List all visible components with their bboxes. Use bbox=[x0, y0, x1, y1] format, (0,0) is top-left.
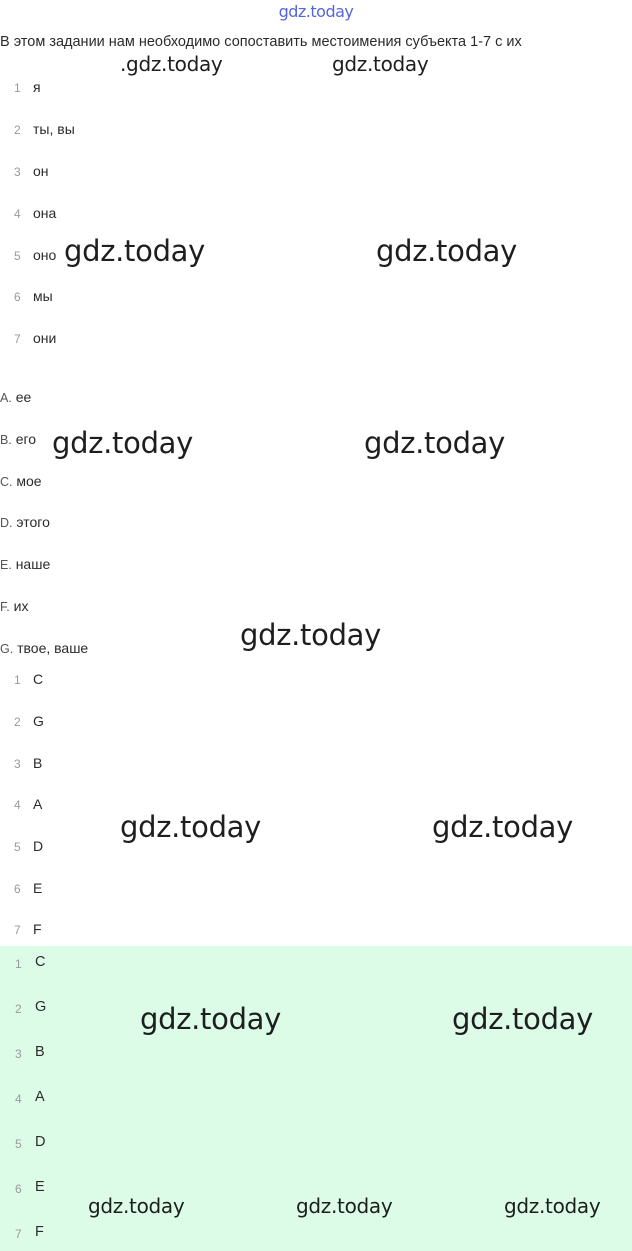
answer-letter: B bbox=[33, 755, 43, 771]
option-text: мое bbox=[16, 473, 42, 489]
watermark: gdz.today bbox=[240, 618, 382, 652]
option-letter: E. bbox=[0, 558, 12, 572]
answer-letter: G bbox=[33, 713, 44, 729]
option-letter: G. bbox=[0, 642, 14, 656]
watermark: gdz.today bbox=[64, 234, 206, 268]
pronoun-text: оно bbox=[33, 247, 57, 263]
answer-letter: C bbox=[35, 954, 46, 970]
option-text: твое, ваше bbox=[17, 640, 89, 656]
answer-letter: E bbox=[35, 1179, 45, 1195]
pronoun-text: она bbox=[33, 205, 57, 221]
answer-letter: D bbox=[35, 1134, 46, 1150]
item-number: 6 bbox=[15, 1182, 22, 1196]
item-number: 7 bbox=[14, 923, 21, 937]
option-text: этого bbox=[16, 514, 50, 530]
item-number: 4 bbox=[15, 1092, 22, 1106]
watermark: gdz.today bbox=[364, 426, 506, 460]
watermark: .gdz.today bbox=[120, 52, 223, 76]
option-letter: A. bbox=[0, 391, 12, 405]
watermark: gdz.today bbox=[432, 810, 574, 844]
answer-letter: A bbox=[35, 1089, 45, 1105]
pronoun-text: ты, вы bbox=[33, 121, 75, 137]
item-number: 6 bbox=[14, 882, 21, 896]
option-item bbox=[0, 514, 50, 530]
watermark: gdz.today bbox=[332, 52, 429, 76]
site-logo[interactable]: gdz.today bbox=[278, 2, 354, 21]
answer-letter: F bbox=[33, 921, 42, 937]
item-number: 2 bbox=[15, 1002, 22, 1016]
answer-letter: D bbox=[33, 838, 44, 854]
option-text: ее bbox=[15, 389, 32, 405]
item-number: 3 bbox=[14, 165, 21, 179]
watermark: gdz.today bbox=[120, 810, 262, 844]
item-number: 1 bbox=[14, 81, 21, 95]
answer-letter: G bbox=[35, 999, 47, 1015]
item-number: 3 bbox=[14, 757, 21, 771]
watermark: gdz.today bbox=[140, 1002, 282, 1036]
item-number: 6 bbox=[14, 290, 21, 304]
item-number: 7 bbox=[14, 332, 21, 346]
option-item bbox=[0, 640, 88, 656]
option-item bbox=[0, 389, 31, 405]
pronoun-text: мы bbox=[33, 288, 53, 304]
watermark: gdz.today bbox=[452, 1002, 594, 1036]
option-letter: D. bbox=[0, 516, 13, 530]
pronoun-text: я bbox=[33, 79, 41, 95]
item-number: 5 bbox=[14, 840, 21, 854]
item-number: 4 bbox=[14, 207, 21, 221]
watermark: gdz.today bbox=[376, 234, 518, 268]
watermark: gdz.today bbox=[296, 1194, 393, 1218]
task-instruction: В этом задании нам необходимо сопоставить местоимения субъекта 1-7 с их bbox=[0, 34, 522, 50]
item-number: 1 bbox=[14, 673, 21, 687]
item-number: 5 bbox=[15, 1137, 22, 1151]
watermark: gdz.today bbox=[88, 1194, 185, 1218]
item-number: 2 bbox=[14, 715, 21, 729]
watermark: gdz.today bbox=[52, 426, 194, 460]
option-text: его bbox=[15, 431, 37, 447]
option-item bbox=[0, 431, 36, 447]
answer-letter: E bbox=[33, 880, 43, 896]
option-letter: F. bbox=[0, 600, 10, 614]
item-number: 2 bbox=[14, 123, 21, 137]
answer-letter: C bbox=[33, 671, 44, 687]
option-item bbox=[0, 598, 28, 614]
answer-letter: F bbox=[35, 1224, 44, 1240]
answer-letter: A bbox=[33, 796, 43, 812]
pronoun-text: он bbox=[33, 163, 49, 179]
option-item bbox=[0, 556, 50, 572]
item-number: 3 bbox=[15, 1047, 22, 1061]
option-letter: C. bbox=[0, 475, 13, 489]
option-text: их bbox=[13, 598, 29, 614]
option-letter: B. bbox=[0, 433, 12, 447]
answer-letter: B bbox=[35, 1044, 45, 1060]
option-text: наше bbox=[15, 556, 51, 572]
watermark: gdz.today bbox=[504, 1194, 601, 1218]
option-item bbox=[0, 473, 42, 489]
item-number: 4 bbox=[14, 798, 21, 812]
pronoun-text: они bbox=[33, 330, 57, 346]
item-number: 1 bbox=[15, 957, 22, 971]
item-number: 7 bbox=[15, 1227, 22, 1241]
item-number: 5 bbox=[14, 249, 21, 263]
